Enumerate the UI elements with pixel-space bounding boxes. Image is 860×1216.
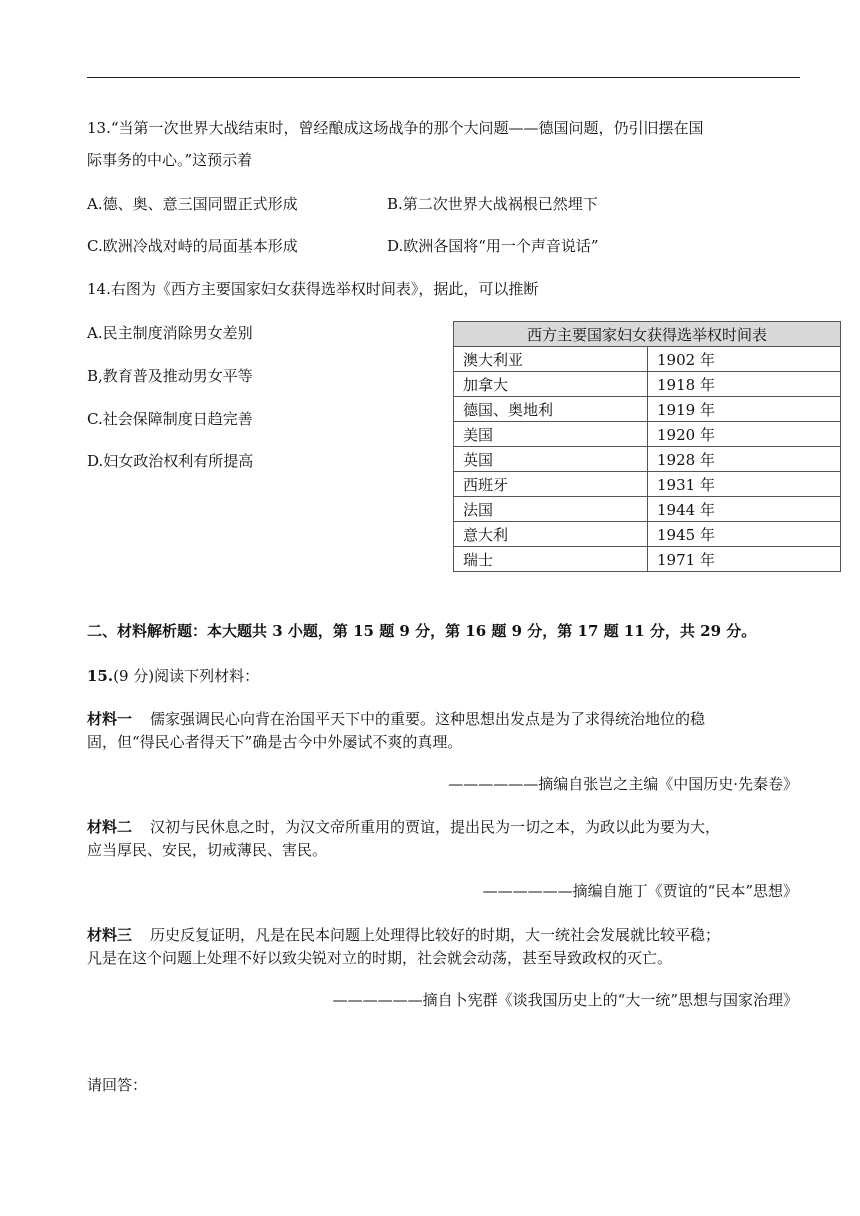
material-2-text: 汉初与民休息之时，为汉文帝所重用的贾谊，提出民为一切之本，为政以此为要为大， bbox=[150, 818, 721, 836]
material-3-text: 历史反复证明，凡是在民本问题上处理得比较好的时期，大一统社会发展就比较平稳； bbox=[150, 926, 721, 944]
suffrage-timeline-table bbox=[453, 321, 841, 572]
material-2-line1 bbox=[87, 816, 720, 837]
q14-option-c: C.社会保障制度日趋完善 bbox=[87, 410, 253, 428]
country-cell: 德国、奥地利 bbox=[454, 397, 648, 422]
material-3-label: 材料三 bbox=[87, 926, 133, 944]
country-cell: 意大利 bbox=[454, 522, 648, 547]
table-row bbox=[454, 447, 841, 472]
table-row bbox=[454, 422, 841, 447]
q13-option-a: A.德、奥、意三国同盟正式形成 bbox=[87, 195, 298, 213]
q14-stem: 14.右图为《西方主要国家妇女获得选举权时间表》，据此，可以推断 bbox=[87, 280, 539, 298]
year-cell: 1920 年 bbox=[648, 422, 841, 447]
material-1-text: 儒家强调民心向背在治国平天下中的重要。这种思想出发点是为了求得统治地位的稳 bbox=[150, 710, 706, 728]
year-cell: 1971 年 bbox=[648, 547, 841, 572]
material-3-line1 bbox=[87, 924, 720, 945]
table-row bbox=[454, 497, 841, 522]
material-2-source: ——————摘编自施丁《贾谊的“民本”思想》 bbox=[482, 882, 798, 900]
year-cell: 1919 年 bbox=[648, 397, 841, 422]
material-2-label: 材料二 bbox=[87, 818, 133, 836]
table-row bbox=[454, 347, 841, 372]
table-header-row bbox=[454, 322, 841, 347]
table-title: 西方主要国家妇女获得选举权时间表 bbox=[454, 322, 841, 347]
year-cell: 1944 年 bbox=[648, 497, 841, 522]
q13-option-d: D.欧洲各国将“用一个声音说话” bbox=[387, 237, 599, 255]
q14-option-b: B,教育普及推动男女平等 bbox=[87, 367, 253, 385]
year-cell: 1902 年 bbox=[648, 347, 841, 372]
year-cell: 1945 年 bbox=[648, 522, 841, 547]
header-rule bbox=[87, 77, 800, 78]
material-3-line2: 凡是在这个问题上处理不好以致尖锐对立的时期，社会就会动荡，甚至导致政权的灭亡。 bbox=[87, 949, 673, 967]
material-1-line2: 固，但“得民心者得天下”确是古今中外屡试不爽的真理。 bbox=[87, 733, 463, 751]
country-cell: 加拿大 bbox=[454, 372, 648, 397]
material-3-source: ——————摘自卜宪群《谈我国历史上的“大一统”思想与国家治理》 bbox=[332, 991, 798, 1009]
year-cell: 1918 年 bbox=[648, 372, 841, 397]
q14-option-d: D.妇女政治权利有所提高 bbox=[87, 452, 254, 470]
q13-stem-line1: 13.“当第一次世界大战结束时，曾经酿成这场战争的那个大问题——德国问题，仍引旧摆在国 bbox=[87, 119, 704, 137]
table-row bbox=[454, 372, 841, 397]
material-1-label: 材料一 bbox=[87, 710, 133, 728]
section-heading: 二、材料解析题：本大题共 3 小题，第 15 题 9 分，第 16 题 9 分，第 17 题 11 分，共 29 分。 bbox=[87, 622, 757, 640]
table-row bbox=[454, 397, 841, 422]
country-cell: 英国 bbox=[454, 447, 648, 472]
country-cell: 瑞士 bbox=[454, 547, 648, 572]
material-1-line1 bbox=[87, 708, 705, 729]
country-cell: 澳大利亚 bbox=[454, 347, 648, 372]
table-row bbox=[454, 472, 841, 497]
q15-number: 15. bbox=[87, 667, 114, 685]
q15-stem bbox=[87, 665, 259, 686]
q13-stem-line2: 际事务的中心。”这预示着 bbox=[87, 151, 253, 169]
material-2-line2: 应当厚民、安民，切戒薄民、害民。 bbox=[87, 841, 328, 859]
material-1-source: ——————摘编自张岂之主编《中国历史·先秦卷》 bbox=[448, 775, 798, 793]
country-cell: 法国 bbox=[454, 497, 648, 522]
answer-prompt: 请回答： bbox=[87, 1076, 148, 1094]
table-row bbox=[454, 522, 841, 547]
q14-option-a: A.民主制度消除男女差别 bbox=[87, 324, 253, 342]
country-cell: 西班牙 bbox=[454, 472, 648, 497]
table-row bbox=[454, 547, 841, 572]
year-cell: 1928 年 bbox=[648, 447, 841, 472]
q13-option-b: B.第二次世界大战祸根已然埋下 bbox=[387, 195, 598, 213]
q13-option-c: C.欧洲冷战对峙的局面基本形成 bbox=[87, 237, 298, 255]
q15-instruction: (9 分)阅读下列材料： bbox=[113, 667, 260, 685]
year-cell: 1931 年 bbox=[648, 472, 841, 497]
country-cell: 美国 bbox=[454, 422, 648, 447]
